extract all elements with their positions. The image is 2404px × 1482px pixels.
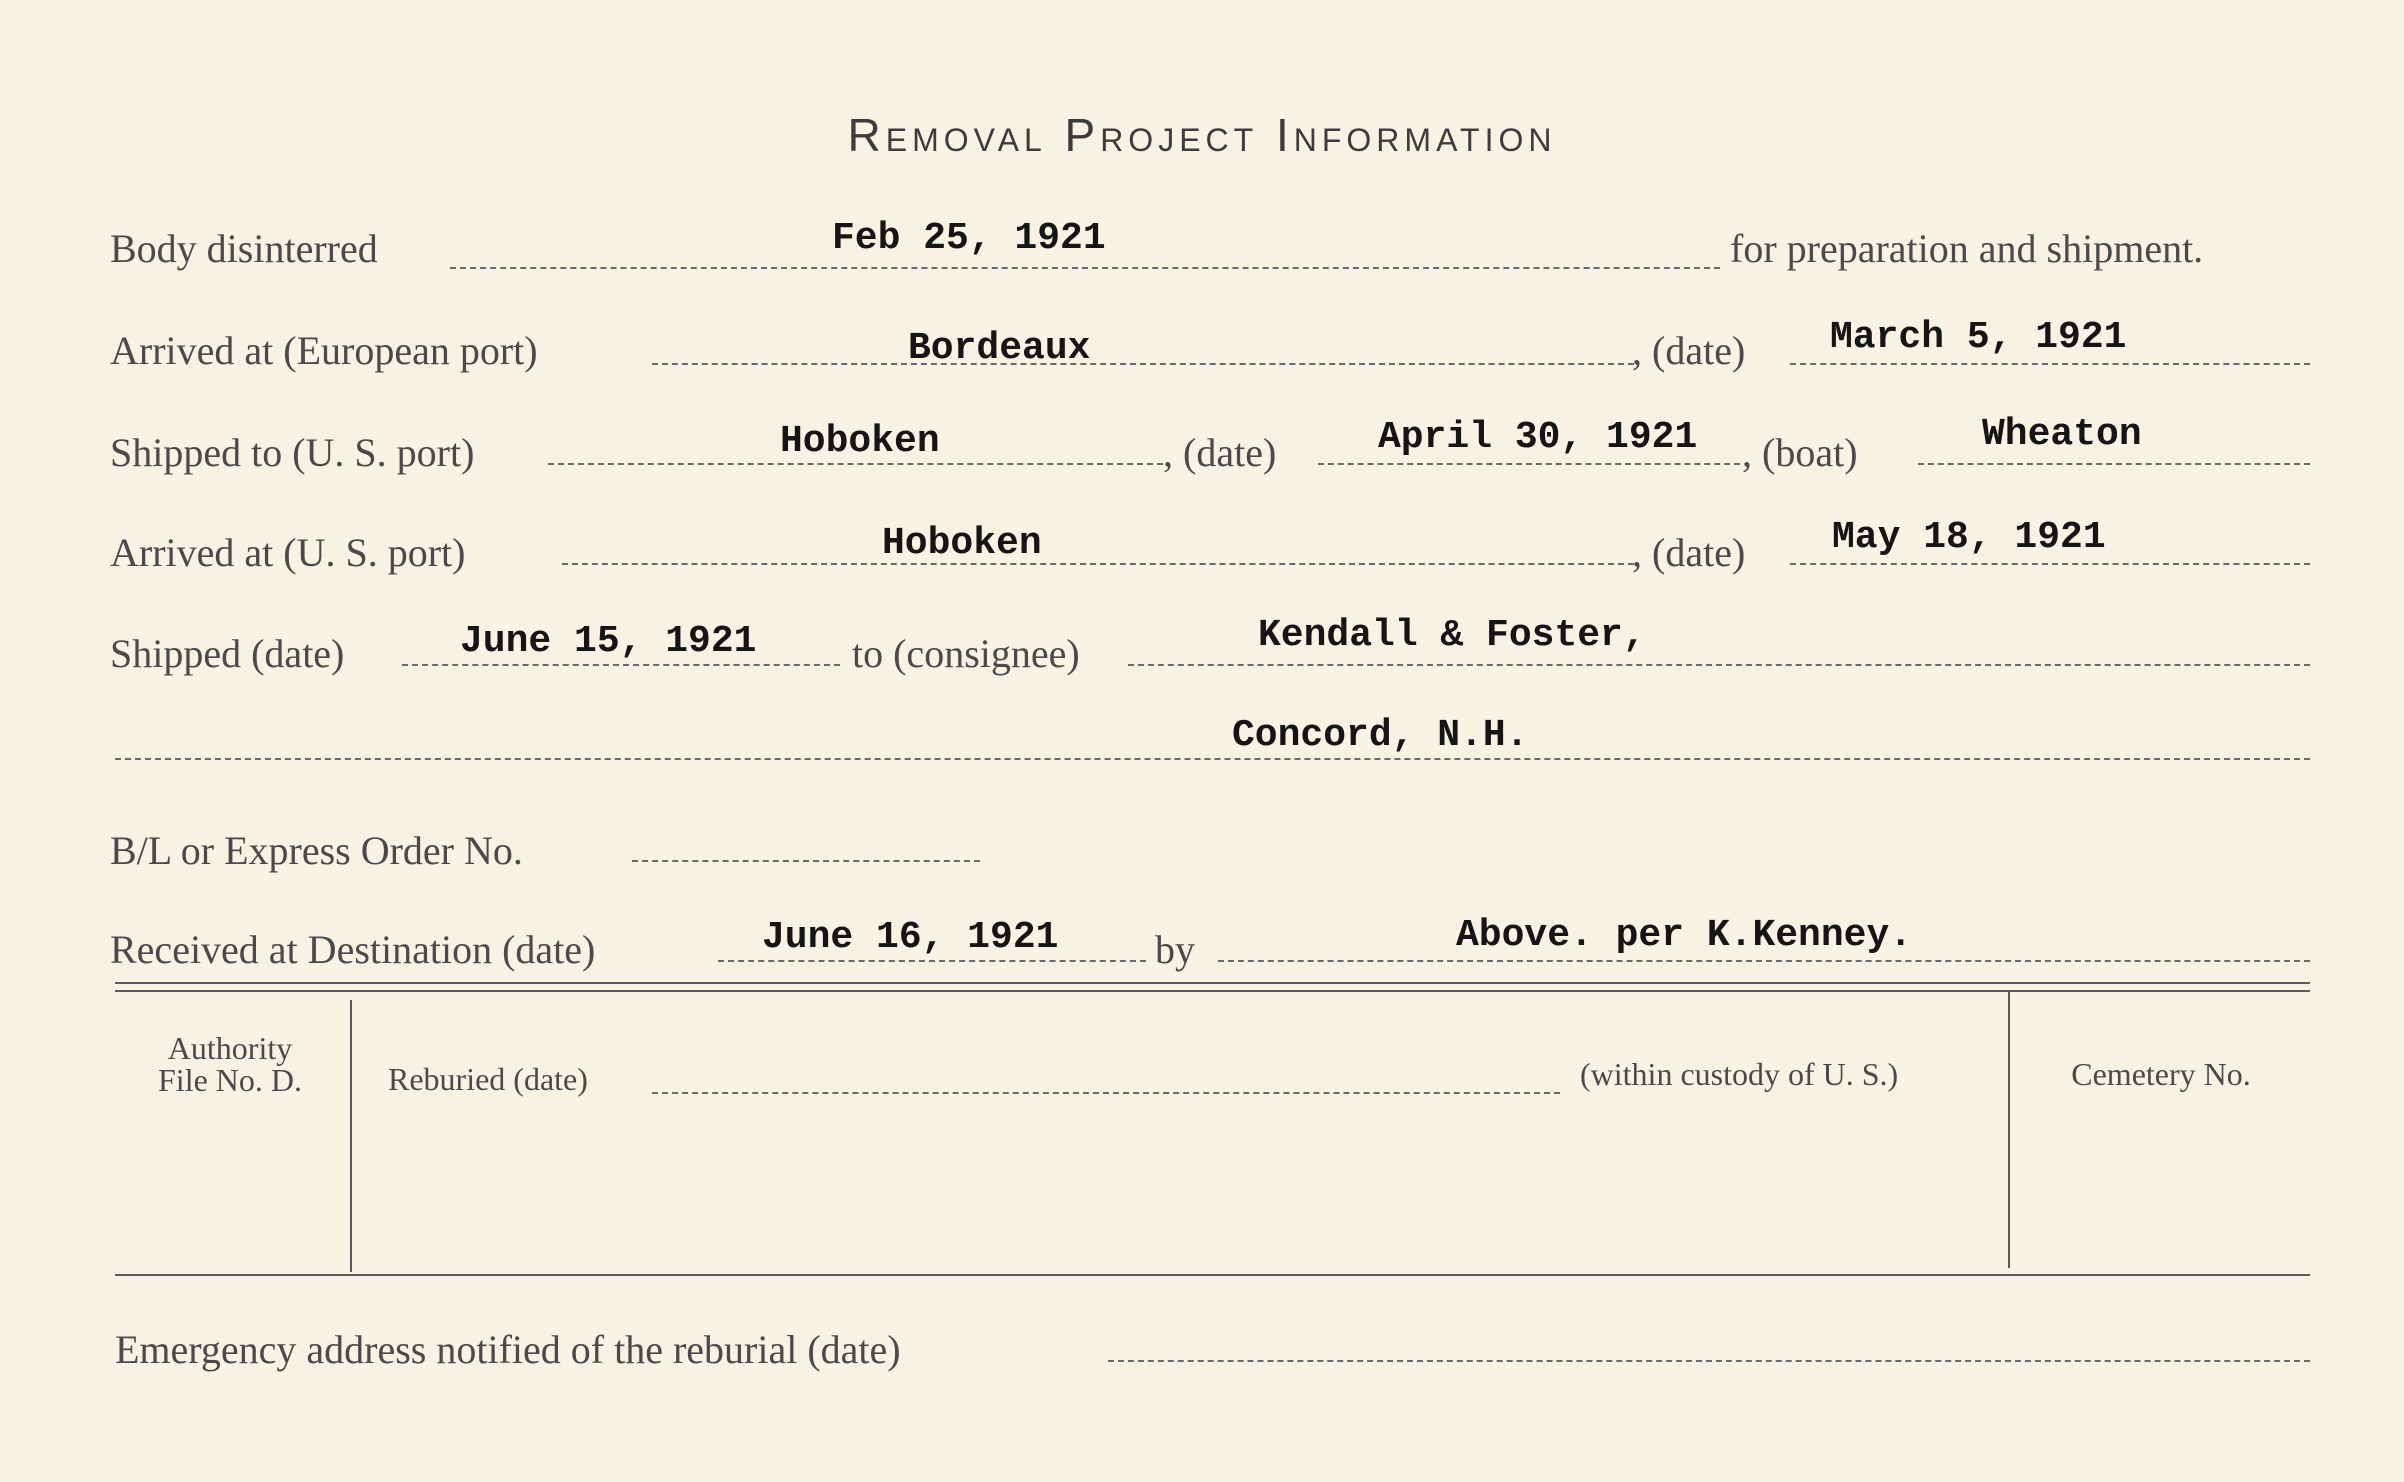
us-shipped-date-line [1318, 463, 1740, 465]
us-port-shipped-value: Hoboken [780, 420, 940, 463]
boat-line [1918, 463, 2310, 465]
us-arrived-date-value: May 18, 1921 [1832, 516, 2106, 559]
shipped-date-label: Shipped (date) [110, 631, 345, 676]
us-port-shipped-label: Shipped to (U. S. port) [110, 430, 475, 475]
authority-label-line-1: Authority [167, 1030, 293, 1066]
received-destination-label: Received at Destination (date) [110, 927, 596, 972]
express-order-line [632, 860, 980, 862]
boat-value: Wheaton [1982, 413, 2142, 456]
received-by-label: by [1155, 927, 1195, 972]
express-order-label: B/L or Express Order No. [110, 828, 523, 873]
consignee-line [1128, 664, 2310, 666]
box-top-rule-2 [115, 990, 2310, 992]
received-destination-value: June 16, 1921 [762, 916, 1059, 959]
received-by-line [1218, 960, 2310, 962]
us-arrived-date-label: , (date) [1632, 530, 1746, 575]
us-port-arrived-value: Hoboken [882, 522, 1042, 565]
consignee-continuation-line [115, 758, 2310, 760]
received-destination-line [718, 960, 1146, 962]
boat-label: , (boat) [1742, 430, 1858, 475]
emergency-address-line [1108, 1360, 2310, 1362]
european-port-value: Bordeaux [908, 327, 1091, 370]
european-port-line [652, 363, 1634, 365]
consignee-address-value: Concord, N.H. [1232, 714, 1529, 757]
consignee-label: to (consignee) [852, 631, 1080, 676]
us-port-arrived-line [562, 563, 1634, 565]
authority-label-line-2: File No. D. [158, 1062, 302, 1098]
preparation-shipment-label: for preparation and shipment. [1730, 226, 2204, 271]
consignee-value: Kendall & Foster, [1258, 614, 1646, 657]
shipped-date-line [402, 664, 840, 666]
us-shipped-date-label: , (date) [1163, 430, 1277, 475]
custody-label: (within custody of U. S.) [1580, 1056, 1899, 1092]
box-top-rule-1 [115, 982, 2310, 984]
box-divider-right [2008, 992, 2010, 1268]
reburied-date-line [652, 1092, 1560, 1094]
box-divider-left [350, 1000, 352, 1272]
shipped-date-value: June 15, 1921 [460, 620, 757, 663]
body-disinterred-label: Body disinterred [110, 226, 378, 271]
body-disinterred-value: Feb 25, 1921 [832, 217, 1106, 260]
european-date-line [1790, 363, 2310, 365]
received-by-value: Above. per K.Kenney. [1456, 914, 1913, 957]
european-date-label: , (date) [1632, 328, 1746, 373]
body-disinterred-line [450, 267, 1720, 269]
us-port-shipped-line [548, 463, 1163, 465]
us-shipped-date-value: April 30, 1921 [1378, 416, 1698, 459]
us-arrived-date-line [1790, 563, 2310, 565]
card-title: Removal Project Information [847, 109, 1557, 161]
emergency-address-label: Emergency address notified of the reburial (date) [115, 1327, 901, 1372]
cemetery-number-label: Cemetery No. [2071, 1056, 2251, 1092]
european-date-value: March 5, 1921 [1830, 316, 2127, 359]
european-port-label: Arrived at (European port) [110, 328, 538, 373]
reburied-date-label: Reburied (date) [388, 1061, 588, 1097]
us-port-arrived-label: Arrived at (U. S. port) [110, 530, 466, 575]
box-bottom-rule [115, 1274, 2310, 1276]
